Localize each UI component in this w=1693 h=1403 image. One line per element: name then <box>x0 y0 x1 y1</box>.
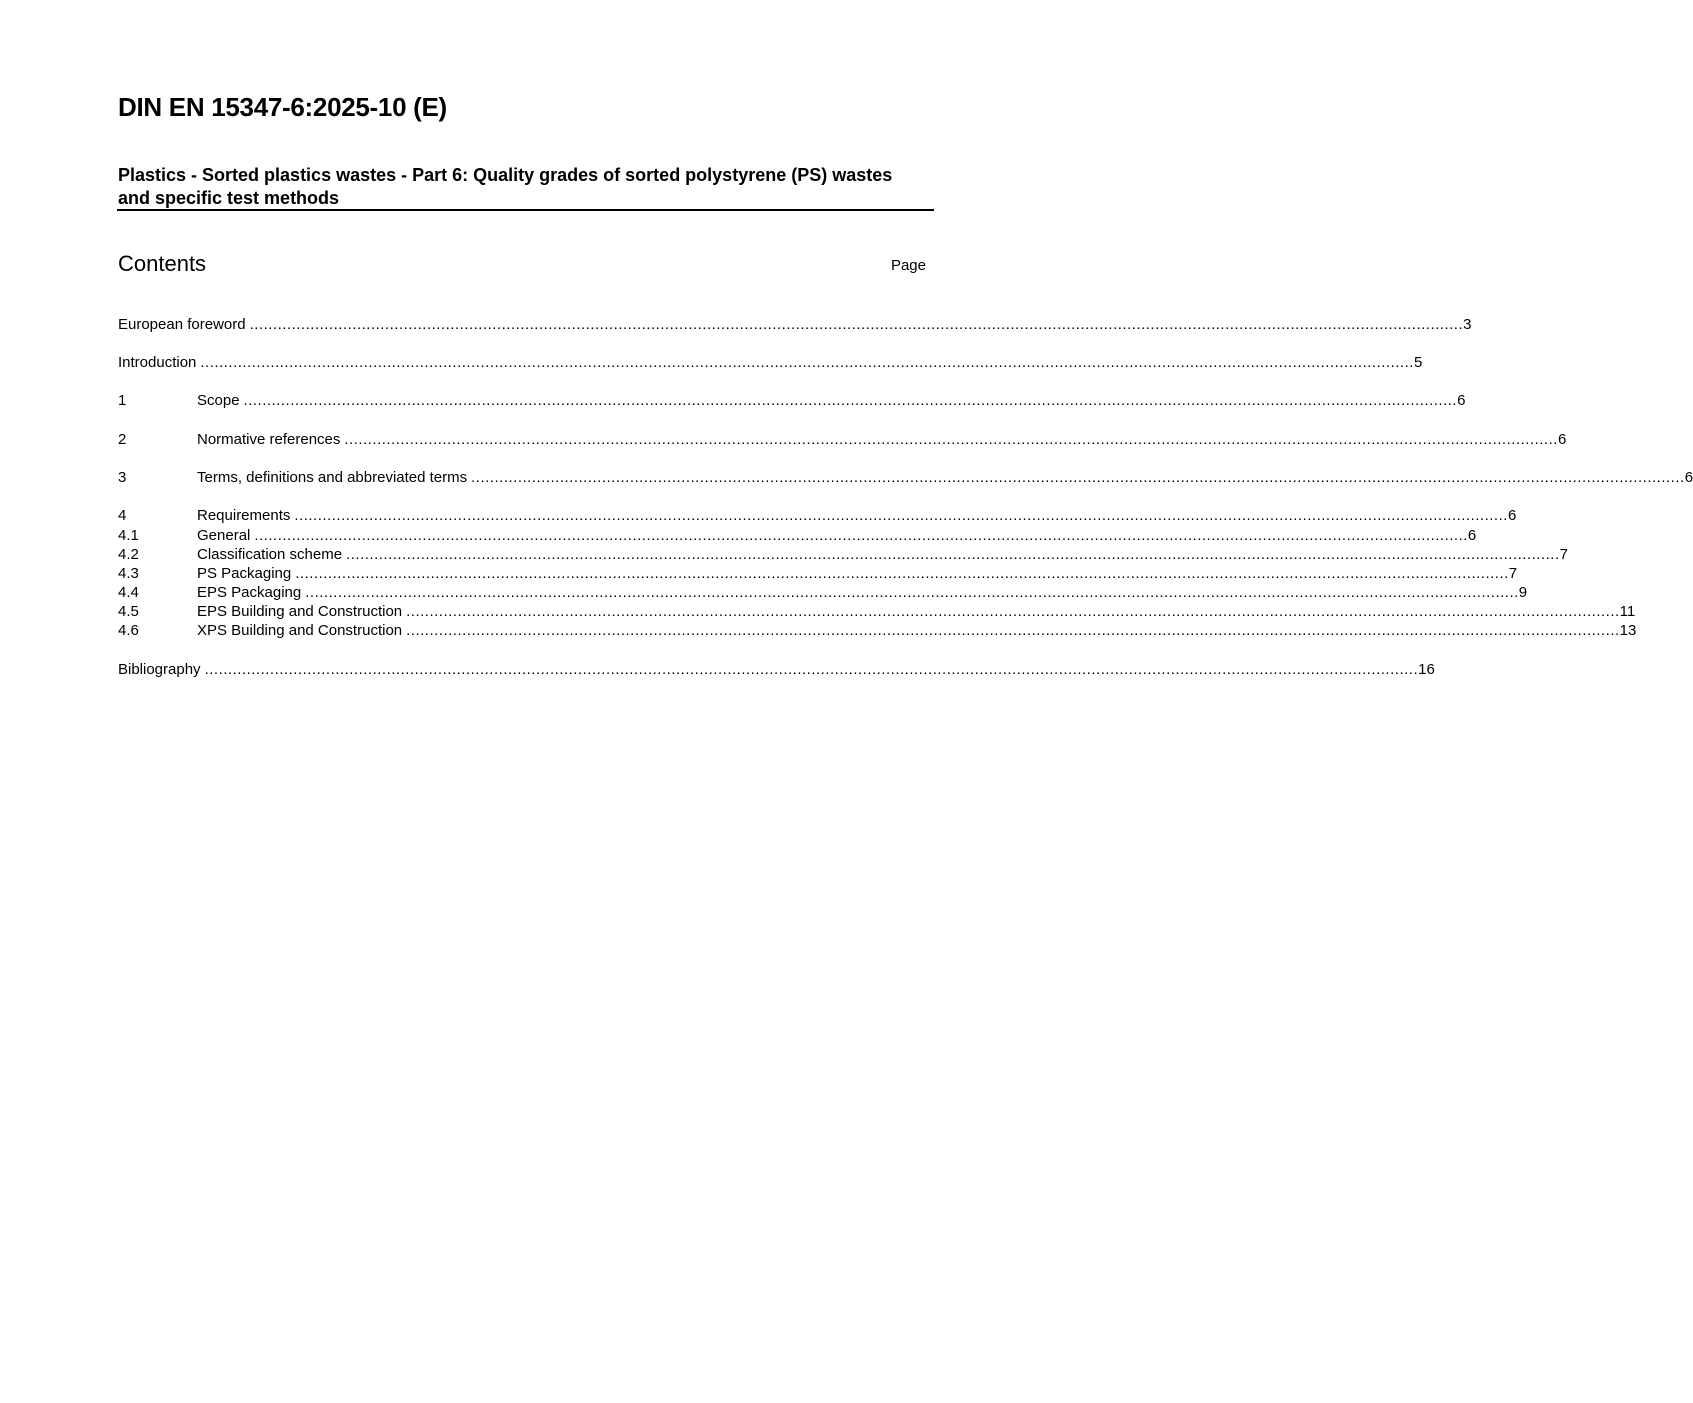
page-column-heading: Page <box>890 257 926 274</box>
toc-entry-label: XPS Building and Construction <box>197 622 403 639</box>
toc-entry-requirements[interactable] <box>118 506 1517 525</box>
toc-entry-number: 4.1 <box>118 527 139 544</box>
toc-entry-terms-definitions[interactable] <box>118 468 1693 487</box>
contents-heading: Contents <box>118 251 207 276</box>
toc-entry-page: 7 <box>1559 546 1568 563</box>
toc-entry-page: 3 <box>1463 316 1472 333</box>
title-divider <box>117 209 934 211</box>
toc-entry-eps-packaging[interactable] <box>118 583 1528 602</box>
toc-entry-label: PS Packaging <box>197 565 292 582</box>
toc-entry-introduction[interactable] <box>118 353 1423 372</box>
toc-entry-page: 9 <box>1518 584 1528 601</box>
toc-entry-eps-building-construction[interactable] <box>118 602 1636 621</box>
toc-entry-page: 6 <box>1507 507 1517 524</box>
toc-entry-label: Terms, definitions and abbreviated terms <box>197 469 468 486</box>
toc-entry-label: Bibliography <box>118 661 201 678</box>
dot-leader: .................................................................................................................................................................................................................................................................... <box>243 392 1458 409</box>
toc-entry-bibliography[interactable] <box>118 660 1435 679</box>
dot-leader: .................................................................................................................................................................................................................................................................... <box>406 622 1620 639</box>
toc-entry-number: 4.6 <box>118 622 139 639</box>
toc-entry-number: 4.3 <box>118 565 139 582</box>
dot-leader: .................................................................................................................................................................................................................................................................... <box>200 354 1414 371</box>
toc-entry-page: 7 <box>1508 565 1518 582</box>
dot-leader: .................................................................................................................................................................................................................................................................... <box>471 469 1685 486</box>
toc-entry-number: 4.2 <box>118 546 139 563</box>
toc-entry-general[interactable] <box>118 526 1477 545</box>
toc-entry-european-foreword[interactable] <box>118 315 1472 334</box>
toc-entry-page: 11 <box>1619 603 1636 620</box>
toc-entry-normative-references[interactable] <box>118 430 1567 449</box>
dot-leader: .................................................................................................................................................................................................................................................................... <box>406 603 1620 620</box>
toc-entry-number: 1 <box>118 392 127 409</box>
toc-entry-ps-packaging[interactable] <box>118 564 1518 583</box>
toc-entry-page: 6 <box>1684 469 1693 486</box>
toc-entry-page: 16 <box>1418 661 1435 678</box>
dot-leader: .................................................................................................................................................................................................................................................................... <box>249 316 1464 333</box>
toc-entry-number: 4 <box>118 507 127 524</box>
toc-entry-label: Normative references <box>197 431 341 448</box>
dot-leader: .................................................................................................................................................................................................................................................................... <box>346 546 1560 563</box>
toc-entry-number: 4.4 <box>118 584 139 601</box>
dot-leader: .................................................................................................................................................................................................................................................................... <box>295 565 1509 582</box>
document-title: Plastics - Sorted plastics wastes - Part 6: Quality grades of sorted polystyrene (PS) wastes and specific test methods <box>118 165 893 208</box>
toc-entry-number: 2 <box>118 431 127 448</box>
toc-entry-number: 4.5 <box>118 603 139 620</box>
toc-entry-scope[interactable] <box>118 391 1466 410</box>
toc-entry-label: EPS Building and Construction <box>197 603 403 620</box>
toc-entry-page: 13 <box>1619 622 1637 639</box>
dot-leader: .................................................................................................................................................................................................................................................................... <box>254 527 1468 544</box>
toc-entry-label: EPS Packaging <box>197 584 302 601</box>
toc-entry-page: 5 <box>1413 354 1423 371</box>
dot-leader: .................................................................................................................................................................................................................................................................... <box>305 584 1519 601</box>
toc-entry-label: Classification scheme <box>197 546 343 563</box>
toc-entry-label: European foreword <box>118 316 246 333</box>
toc-entry-xps-building-construction[interactable] <box>118 621 1637 640</box>
toc-entry-label: Scope <box>197 392 240 409</box>
toc-entry-number: 3 <box>118 469 127 486</box>
toc-entry-page: 6 <box>1467 527 1477 544</box>
document-id: DIN EN 15347-6:2025-10 (E) <box>118 92 447 122</box>
toc-entry-classification-scheme[interactable] <box>118 545 1568 564</box>
toc-entry-label: Requirements <box>197 507 291 524</box>
dot-leader: .................................................................................................................................................................................................................................................................... <box>204 661 1419 678</box>
toc-entry-page: 6 <box>1557 431 1567 448</box>
toc-entry-page: 6 <box>1457 392 1466 409</box>
dot-leader: .................................................................................................................................................................................................................................................................... <box>344 431 1558 448</box>
toc-entry-label: Introduction <box>118 354 197 371</box>
toc-entry-label: General <box>197 527 251 544</box>
dot-leader: .................................................................................................................................................................................................................................................................... <box>294 507 1508 524</box>
